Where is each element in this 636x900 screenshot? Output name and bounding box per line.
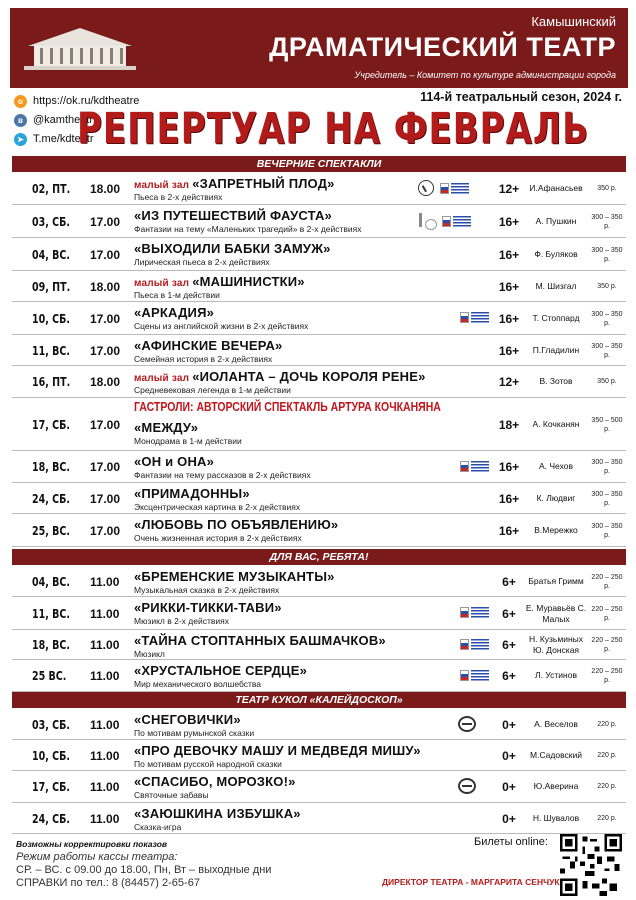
culture-project-icon — [460, 636, 490, 652]
show-description: Святочные забавы — [134, 790, 209, 800]
show-title-text: «ТАЙНА СТОПТАННЫХ БАШМАЧКОВ» — [134, 633, 386, 648]
show-time: 11.00 — [90, 811, 120, 826]
show-time: 17.00 — [90, 523, 121, 538]
show-time: 17.00 — [90, 311, 121, 326]
tickets-online-label: Билеты online: — [474, 836, 548, 848]
show-description: Пьеса в 1-м действии — [134, 290, 220, 300]
theatre-building-logo — [20, 18, 140, 74]
show-time: 11.00 — [90, 606, 120, 621]
header-theatre-name: ДРАМАТИЧЕСКИЙ ТЕАТР — [269, 32, 616, 62]
show-info — [134, 774, 464, 800]
table-row — [12, 398, 626, 451]
show-info — [134, 517, 464, 543]
show-description: Очень жизненная история в 2-х действиях — [134, 533, 302, 543]
age-rating: 0+ — [502, 811, 516, 826]
section-kids: ДЛЯ ВАС, РЕБЯТА! — [12, 549, 626, 565]
ticket-price: 300 – 350 р. — [591, 342, 623, 359]
show-title-text: «ПРИМАДОННЫ» — [134, 486, 250, 501]
show-author: А. Чехов — [539, 461, 573, 471]
show-description: Монодрама в 1-м действии — [134, 436, 242, 446]
show-description: Семейная история в 2-х действиях — [134, 354, 273, 364]
ticket-price: 350 р. — [597, 185, 617, 192]
show-info — [134, 600, 464, 626]
show-author: А. Кочканян — [532, 418, 580, 429]
hall-label: малый зал — [134, 180, 190, 191]
table-row — [12, 302, 626, 335]
ticket-price: 220 р. — [597, 814, 617, 822]
ok-icon: o — [14, 95, 27, 108]
show-description: Фантазии на тему «Маленьких трагедий» в 2-х действиях — [134, 224, 362, 234]
vk-icon: в — [14, 114, 27, 127]
show-date: 10, СБ. — [32, 311, 70, 326]
show-time: 11.00 — [90, 669, 120, 683]
show-info — [134, 569, 464, 595]
show-title — [134, 305, 464, 320]
culture-project-icon — [460, 310, 490, 326]
show-title — [134, 454, 464, 469]
director-label: ДИРЕКТОР ТЕАТРА - МАРГАРИТА СЕНЧУК — [382, 877, 560, 887]
age-rating: 16+ — [498, 247, 520, 262]
show-date: 25 ВС. — [32, 669, 67, 683]
show-title — [134, 274, 464, 289]
show-date: 10, СБ. — [32, 748, 70, 763]
ticket-price: 220 р. — [597, 720, 617, 728]
show-title — [134, 176, 464, 191]
show-author: Н. Шувалов — [532, 812, 580, 823]
show-time: 11.00 — [90, 574, 120, 589]
show-description: Фантазии на тему рассказов в 2-х действиях — [134, 470, 311, 480]
show-date: 17, СБ. — [32, 780, 70, 794]
culture-project-icon — [440, 180, 470, 196]
show-author: М.Садовский — [530, 749, 582, 760]
show-title — [134, 712, 464, 727]
ticket-price: 300 – 350 р. — [591, 522, 623, 539]
show-time: 18.00 — [90, 182, 121, 196]
age-rating: 0+ — [502, 717, 516, 732]
show-time: 17.00 — [90, 247, 121, 262]
ticket-price: 220 – 250 р. — [591, 573, 623, 590]
age-rating: 6+ — [502, 638, 516, 652]
table-row — [12, 597, 626, 630]
show-date: 11, ВС. — [32, 606, 70, 621]
show-title-text: «СНЕГОВИЧКИ» — [134, 712, 241, 727]
show-title — [134, 806, 464, 821]
season-label: 114-й театральный сезон, 2024 г. — [420, 90, 622, 104]
show-title-text: «МАШИНИСТКИ» — [192, 274, 305, 289]
show-title — [134, 600, 464, 615]
show-badges — [458, 778, 476, 794]
box-office-title: Режим работы кассы театра: — [16, 851, 178, 863]
phone-info: СПРАВКИ по тел.: 8 (84457) 2-65-67 — [16, 877, 200, 889]
age-rating: 0+ — [502, 748, 516, 763]
box-office-hours: СР. – ВС. с 09.00 до 18.00, Пн, Вт – выходные дни — [16, 864, 272, 876]
show-title — [134, 569, 464, 584]
show-time: 17.00 — [90, 491, 121, 506]
ticket-price: 300 – 350 р. — [591, 459, 623, 475]
show-description: Мюзикл в 2-х действиях — [134, 616, 229, 626]
show-title-text: «ПРО ДЕВОЧКУ МАШУ И МЕДВЕДЯ МИШУ» — [134, 743, 421, 758]
show-time: 17.00 — [90, 460, 121, 474]
culture-project-icon — [442, 214, 472, 230]
show-info — [134, 338, 464, 364]
show-info — [134, 743, 464, 769]
show-description: По мотивам русской народной сказки — [134, 759, 282, 769]
show-date: 25, ВС. — [32, 523, 70, 538]
table-row — [12, 366, 626, 398]
age-rating: 0+ — [502, 780, 516, 794]
footer — [16, 838, 271, 890]
puppet-theatre-icon — [458, 716, 476, 732]
show-title — [134, 743, 464, 758]
ticket-price: 220 – 250 р. — [591, 637, 623, 653]
show-title-text: «ЗАЮШКИНА ИЗБУШКА» — [134, 806, 301, 821]
section-puppets: ТЕАТР КУКОЛ «КАЛЕЙДОСКОП» — [12, 692, 626, 708]
tour-label: ГАСТРОЛИ: АВТОРСКИЙ СПЕКТАКЛЬ АРТУРА КОЧКАНЯНА — [134, 400, 441, 415]
show-description: По мотивам румынской сказки — [134, 728, 255, 738]
show-info — [134, 176, 464, 202]
show-badges — [460, 636, 490, 652]
show-time: 11.00 — [90, 638, 120, 652]
table-row — [12, 335, 626, 366]
show-author: Е. Муравьёв С. Малых — [525, 602, 587, 624]
show-date: 24, СБ. — [32, 491, 70, 506]
show-title-text: «ЛЮБОВЬ ПО ОБЪЯВЛЕНИЮ» — [134, 517, 339, 532]
header-founder: Учредитель – Комитет по культуре администрации города — [354, 70, 616, 80]
show-time: 17.00 — [90, 417, 121, 432]
show-title — [134, 208, 464, 223]
medal-icon — [418, 180, 434, 196]
show-date: 02, ПТ. — [32, 182, 71, 196]
show-author: П.Гладилин — [532, 344, 580, 355]
show-date: 11, ВС. — [32, 343, 70, 358]
ticket-price: 220 р. — [597, 751, 617, 759]
ticket-price: 220 р. — [597, 783, 617, 790]
age-rating: 6+ — [502, 669, 516, 683]
show-badges — [460, 667, 490, 683]
show-author: М. Шизгал — [535, 280, 577, 291]
show-title-text: «ХРУСТАЛЬНОЕ СЕРДЦЕ» — [134, 663, 308, 678]
show-info — [134, 400, 464, 446]
show-info — [134, 208, 464, 234]
show-date: 03, СБ. — [32, 717, 70, 732]
table-row — [12, 514, 626, 547]
show-title — [134, 241, 464, 256]
show-title-text: «АРКАДИЯ» — [134, 305, 215, 320]
show-badges — [418, 180, 470, 196]
age-rating: 16+ — [498, 311, 520, 326]
show-date: 04, ВС. — [32, 574, 70, 589]
table-row — [12, 803, 626, 834]
show-title — [134, 774, 464, 789]
show-title — [134, 663, 464, 678]
show-title-text: «ВЫХОДИЛИ БАБКИ ЗАМУЖ» — [134, 241, 331, 256]
show-author: Т. Стоппард — [532, 312, 580, 323]
show-title-text: «БРЕМЕНСКИЕ МУЗЫКАНТЫ» — [134, 569, 335, 584]
show-author: А. Веселов — [534, 718, 578, 729]
show-time: 11.00 — [90, 748, 120, 763]
age-rating: 12+ — [498, 375, 520, 389]
ticket-price: 300 – 350 р. — [591, 213, 623, 230]
show-time: 18.00 — [90, 375, 121, 389]
ticket-price: 300 – 350 р. — [591, 310, 623, 327]
show-description: Средневековая легенда в 1-м действии — [134, 385, 291, 395]
show-title-text: «СПАСИБО, МОРОЗКО!» — [134, 774, 296, 789]
show-author: А. Пушкин — [535, 215, 577, 226]
show-time: 18.00 — [90, 279, 121, 294]
show-info — [134, 305, 464, 331]
show-author: Братья Гримм — [528, 575, 584, 586]
show-info — [134, 806, 464, 832]
show-time: 11.00 — [90, 717, 120, 732]
header-banner — [10, 8, 628, 86]
table-row — [12, 660, 626, 692]
show-title — [134, 338, 464, 353]
show-author: Л. Устинов — [535, 670, 577, 680]
culture-project-icon — [460, 605, 490, 621]
show-title-text: «МЕЖДУ» — [134, 420, 199, 435]
culture-project-icon — [460, 667, 490, 683]
show-author: К. Людвиг — [536, 492, 576, 503]
show-date: 24, СБ. — [32, 811, 70, 826]
show-description: Сказка-игра — [134, 822, 182, 832]
show-badges — [458, 716, 476, 732]
show-info — [134, 369, 464, 395]
show-date: 09, ПТ. — [32, 279, 71, 294]
show-author: Ю.Аверина — [533, 781, 579, 791]
age-rating: 16+ — [498, 523, 520, 538]
culture-project-icon — [460, 458, 490, 474]
table-row — [12, 630, 626, 660]
show-description: Эксцентрическая картина в 2-х действиях — [134, 502, 301, 512]
header-city: Камышинский — [531, 14, 616, 29]
table-row — [12, 205, 626, 238]
table-row — [12, 173, 626, 205]
header-divider — [10, 86, 628, 88]
ticket-price: 220 – 250 р. — [591, 605, 623, 622]
show-author: Н. Кузьминых Ю. Донская — [528, 634, 584, 655]
age-rating: 16+ — [498, 214, 520, 229]
show-info — [134, 454, 464, 480]
show-title-text: «АФИНСКИЕ ВЕЧЕРА» — [134, 338, 283, 353]
show-title-text: «ОН и ОНА» — [134, 454, 215, 469]
puppet-theatre-icon — [458, 778, 476, 794]
table-row — [12, 451, 626, 483]
table-row — [12, 238, 626, 271]
show-author: Ф. Буляков — [534, 248, 578, 259]
show-time: 17.00 — [90, 214, 121, 229]
show-badges — [460, 605, 490, 621]
age-rating: 6+ — [502, 606, 516, 621]
show-date: 16, ПТ. — [32, 375, 71, 389]
show-info — [134, 663, 464, 689]
hall-label: малый зал — [134, 278, 190, 289]
show-title — [134, 369, 464, 384]
show-badges — [418, 213, 472, 231]
show-date: 04, ВС. — [32, 247, 70, 262]
show-date: 17, СБ. — [32, 417, 70, 432]
telegram-icon: ➤ — [14, 133, 27, 146]
show-title-text: «РИККИ-ТИККИ-ТАВИ» — [134, 600, 282, 615]
show-title-text: «ЗАПРЕТНЫЙ ПЛОД» — [192, 176, 335, 191]
show-time: 11.00 — [90, 780, 120, 794]
age-rating: 6+ — [502, 574, 516, 589]
show-info — [134, 241, 464, 267]
show-time: 17.00 — [90, 343, 121, 358]
table-row — [12, 566, 626, 597]
ticket-price: 300 – 350 р. — [591, 246, 623, 263]
award-icon — [418, 213, 436, 231]
show-date: 03, СБ. — [32, 214, 70, 229]
show-description: Лирическая пьеса в 2-х действиях — [134, 257, 270, 267]
show-title — [134, 633, 464, 648]
show-description: Мюзикл — [134, 649, 165, 659]
show-badges — [460, 310, 490, 326]
footer-note: Возможны корректировки показов — [16, 839, 168, 849]
age-rating: 16+ — [498, 279, 520, 294]
table-row — [12, 771, 626, 803]
show-description: Музыкальная сказка в 2-х действиях — [134, 585, 280, 595]
show-author: И.Афанасьев — [529, 183, 583, 193]
age-rating: 16+ — [498, 491, 520, 506]
show-author: В.Мережко — [534, 524, 578, 535]
show-badges — [460, 458, 490, 474]
age-rating: 18+ — [498, 417, 520, 432]
ticket-price: 350 – 500 р. — [591, 416, 623, 433]
age-rating: 16+ — [498, 460, 520, 474]
show-title — [134, 517, 464, 532]
show-date: 18, ВС. — [32, 460, 70, 474]
ticket-price: 300 – 350 р. — [591, 490, 623, 507]
ticket-price: 350 р. — [597, 282, 617, 290]
show-info — [134, 633, 464, 659]
show-title-text: «ИОЛАНТА – ДОЧЬ КОРОЛЯ РЕНЕ» — [192, 369, 426, 384]
ticket-price: 220 – 250 р. — [591, 668, 623, 684]
table-row — [12, 483, 626, 514]
show-info — [134, 274, 464, 300]
ticket-price: 350 р. — [597, 378, 617, 385]
contact-ok-text[interactable]: https://ok.ru/kdtheatre — [33, 95, 140, 107]
hall-label: малый зал — [134, 373, 190, 384]
show-title — [134, 486, 464, 501]
show-description: Сцены из английской жизни в 2-х действиях — [134, 321, 309, 331]
section-evening: ВЕЧЕРНИЕ СПЕКТАКЛИ — [12, 156, 626, 172]
page-title: РЕПЕРТУАР НА ФЕВРАЛЬ — [76, 104, 590, 154]
contact-telegram-text[interactable]: T.me/kdteatr — [33, 133, 94, 145]
show-description: Пьеса в 2-х действиях — [134, 192, 223, 202]
show-info — [134, 486, 464, 512]
age-rating: 12+ — [498, 182, 520, 196]
table-row — [12, 271, 626, 302]
show-author: В. Зотов — [539, 376, 573, 386]
show-title — [134, 420, 464, 435]
qr-code-icon[interactable] — [560, 834, 622, 896]
show-date: 18, ВС. — [32, 638, 70, 652]
contact-vk-text[interactable]: @kamtheatr — [33, 114, 94, 126]
show-description: Мир механического волшебства — [134, 679, 262, 689]
age-rating: 16+ — [498, 343, 520, 358]
table-row — [12, 740, 626, 771]
show-info — [134, 712, 464, 738]
show-title-text: «ИЗ ПУТЕШЕСТВИЙ ФАУСТА» — [134, 208, 332, 223]
table-row — [12, 709, 626, 740]
